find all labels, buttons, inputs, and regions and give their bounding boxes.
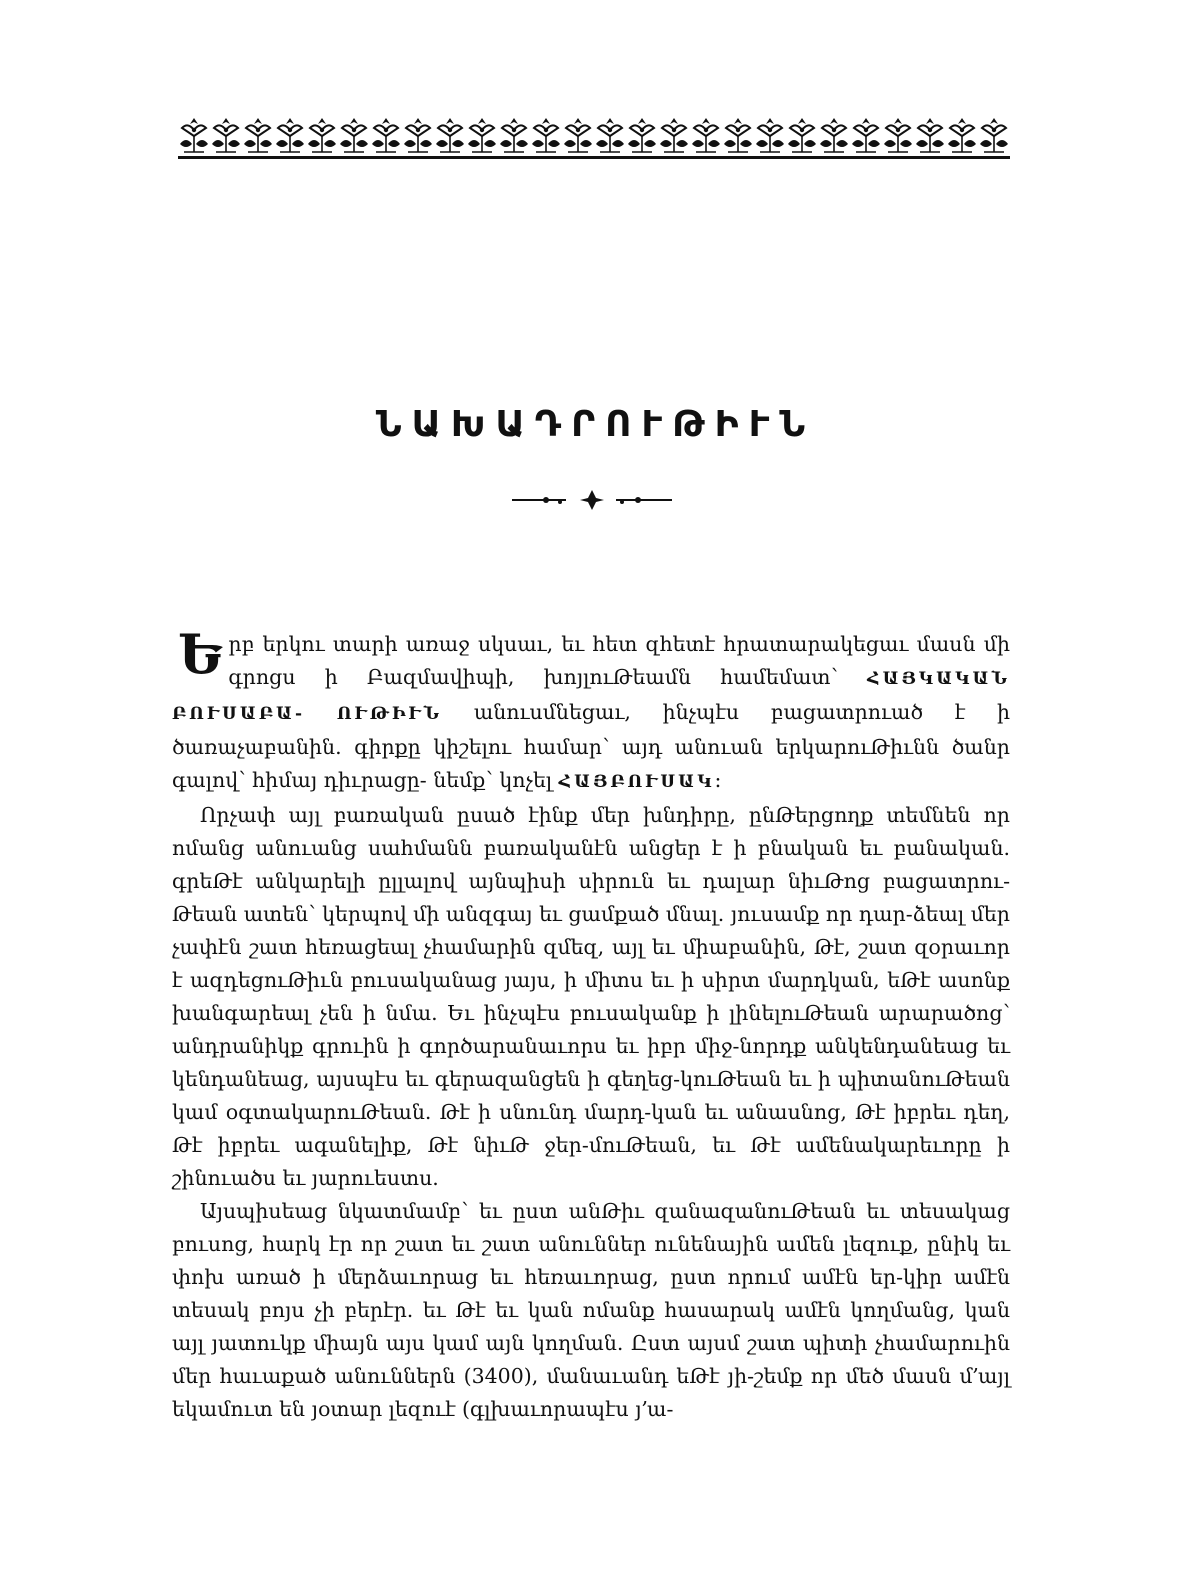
- book-title-old-cont: ՈՒԹԻՒՆ: [336, 704, 443, 724]
- ornamental-divider: [512, 488, 672, 512]
- paragraph-1-line-2: մի գրոցս ի Բազմավիպի, խոյլուԹեամն համեմատ՝: [228, 632, 1010, 689]
- page-title: ՆԱԽԱԴՐՈՒԹԻՒՆ: [375, 404, 816, 445]
- paragraph-1-line-4: կիշելու համար՝ այդ անուան երկարուԹիւնն ծանր գալով՝ հիմայ դիւրացը-: [172, 735, 1010, 792]
- paragraph-1-line-1: րբ երկու տարի առաջ սկսաւ, եւ հետ զհետէ հրատարակեցաւ մասն: [228, 632, 976, 656]
- book-title-new: ՀԱՅԲՈՒՍԱԿ: [558, 772, 715, 792]
- book-title-old: ՀԱՅԿԱԿԱՆ ԲՈՒՍԱԲԱ-: [172, 669, 1010, 724]
- paragraph-3: Այսպիսեաց նկատմամբ՝ եւ ըստ անԹիւ զանազանուԹեան եւ տեսակաց բուսոց, հարկ էր որ շատ եւ շատ անուններ ունենային ամեն լեզուք, ընիկ եւ փոխ առած ի մերձաւորաց եւ հեռաւորաց, ըստ որում ամէն եր-կիր ամէն տեսակ բոյս չի բերէր. եւ Թէ եւ կան ոմանք հասարակ ամէն կողմանց, կան այլ յատուկք միայն այս կամ այն կողման. Ըստ այսմ շատ պիտի չհամարուին մեր հաւաքած անուններն (3400), մանաւանդ եԹէ յի-շեմք որ մեծ մասն մ՚այլ եկամուտ են յօտար լեզուէ (գլխաւորապէս յ՚ա-: [172, 1199, 1010, 1421]
- paragraph-1-line-3: անուսմնեցաւ, ինչպէս բացատրուած է ի ծառաչաբանին. գիրքը: [172, 700, 1010, 759]
- drop-cap: Ե: [178, 622, 223, 686]
- ornamental-header-band: [178, 114, 1010, 159]
- divider-flourish-icon: [512, 488, 672, 512]
- paragraph-1: [172, 622, 1010, 799]
- paragraph-1-line-5: նեմք՝ կոչել: [433, 768, 559, 792]
- preface-body: [172, 622, 1010, 1426]
- paragraph-1-end: ։: [714, 768, 722, 792]
- paragraph-2: Որչափ այլ բառական ըսած էինք մեր խնդիրը, ընԹերցողք տեմնեն որ ոմանց անուանց սահմանն բառականէն անցեր է ի բնական եւ բանական. գրեԹէ անկարելի ըլլալով այնպիսի սիրուն եւ դալար նիւԹոց բացատրու-Թեան ատեն՝ կերպով մի անզգայ եւ ցամքած մնալ. յուսամք որ դար-ձեալ մեր չափէն շատ հեռացեալ չհամարին զմեզ, այլ եւ միաբանին, Թէ, շատ զօրաւոր է ազդեցուԹիւն բուսականաց յայս, ի միտս եւ ի սիրտ մարդկան, եԹէ ասոնք խանգարեալ չեն ի նմա. Եւ ինչպէս բուսականք ի լինելուԹեան արարածոց՝ անդրանիկք գրուին ի գործարանաւորս եւ իբր միջ-նորդք անկենդանեաց եւ կենդանեաց, այսպէս եւ գերազանցեն ի գեղեց-կուԹեան եւ ի պիտանուԹեան կամ օգտակարուԹեան. Թէ ի սնունդ մարդ-կան եւ անասնոց, Թէ իբրեւ դեղ, Թէ իբրեւ ագանելիք, Թէ նիւԹ ջեր-մուԹեան, եւ Թէ ամենակարեւորը ի շինուածս եւ յարուեստս.: [172, 803, 1010, 1190]
- ornament-pattern-icon: [178, 114, 1010, 156]
